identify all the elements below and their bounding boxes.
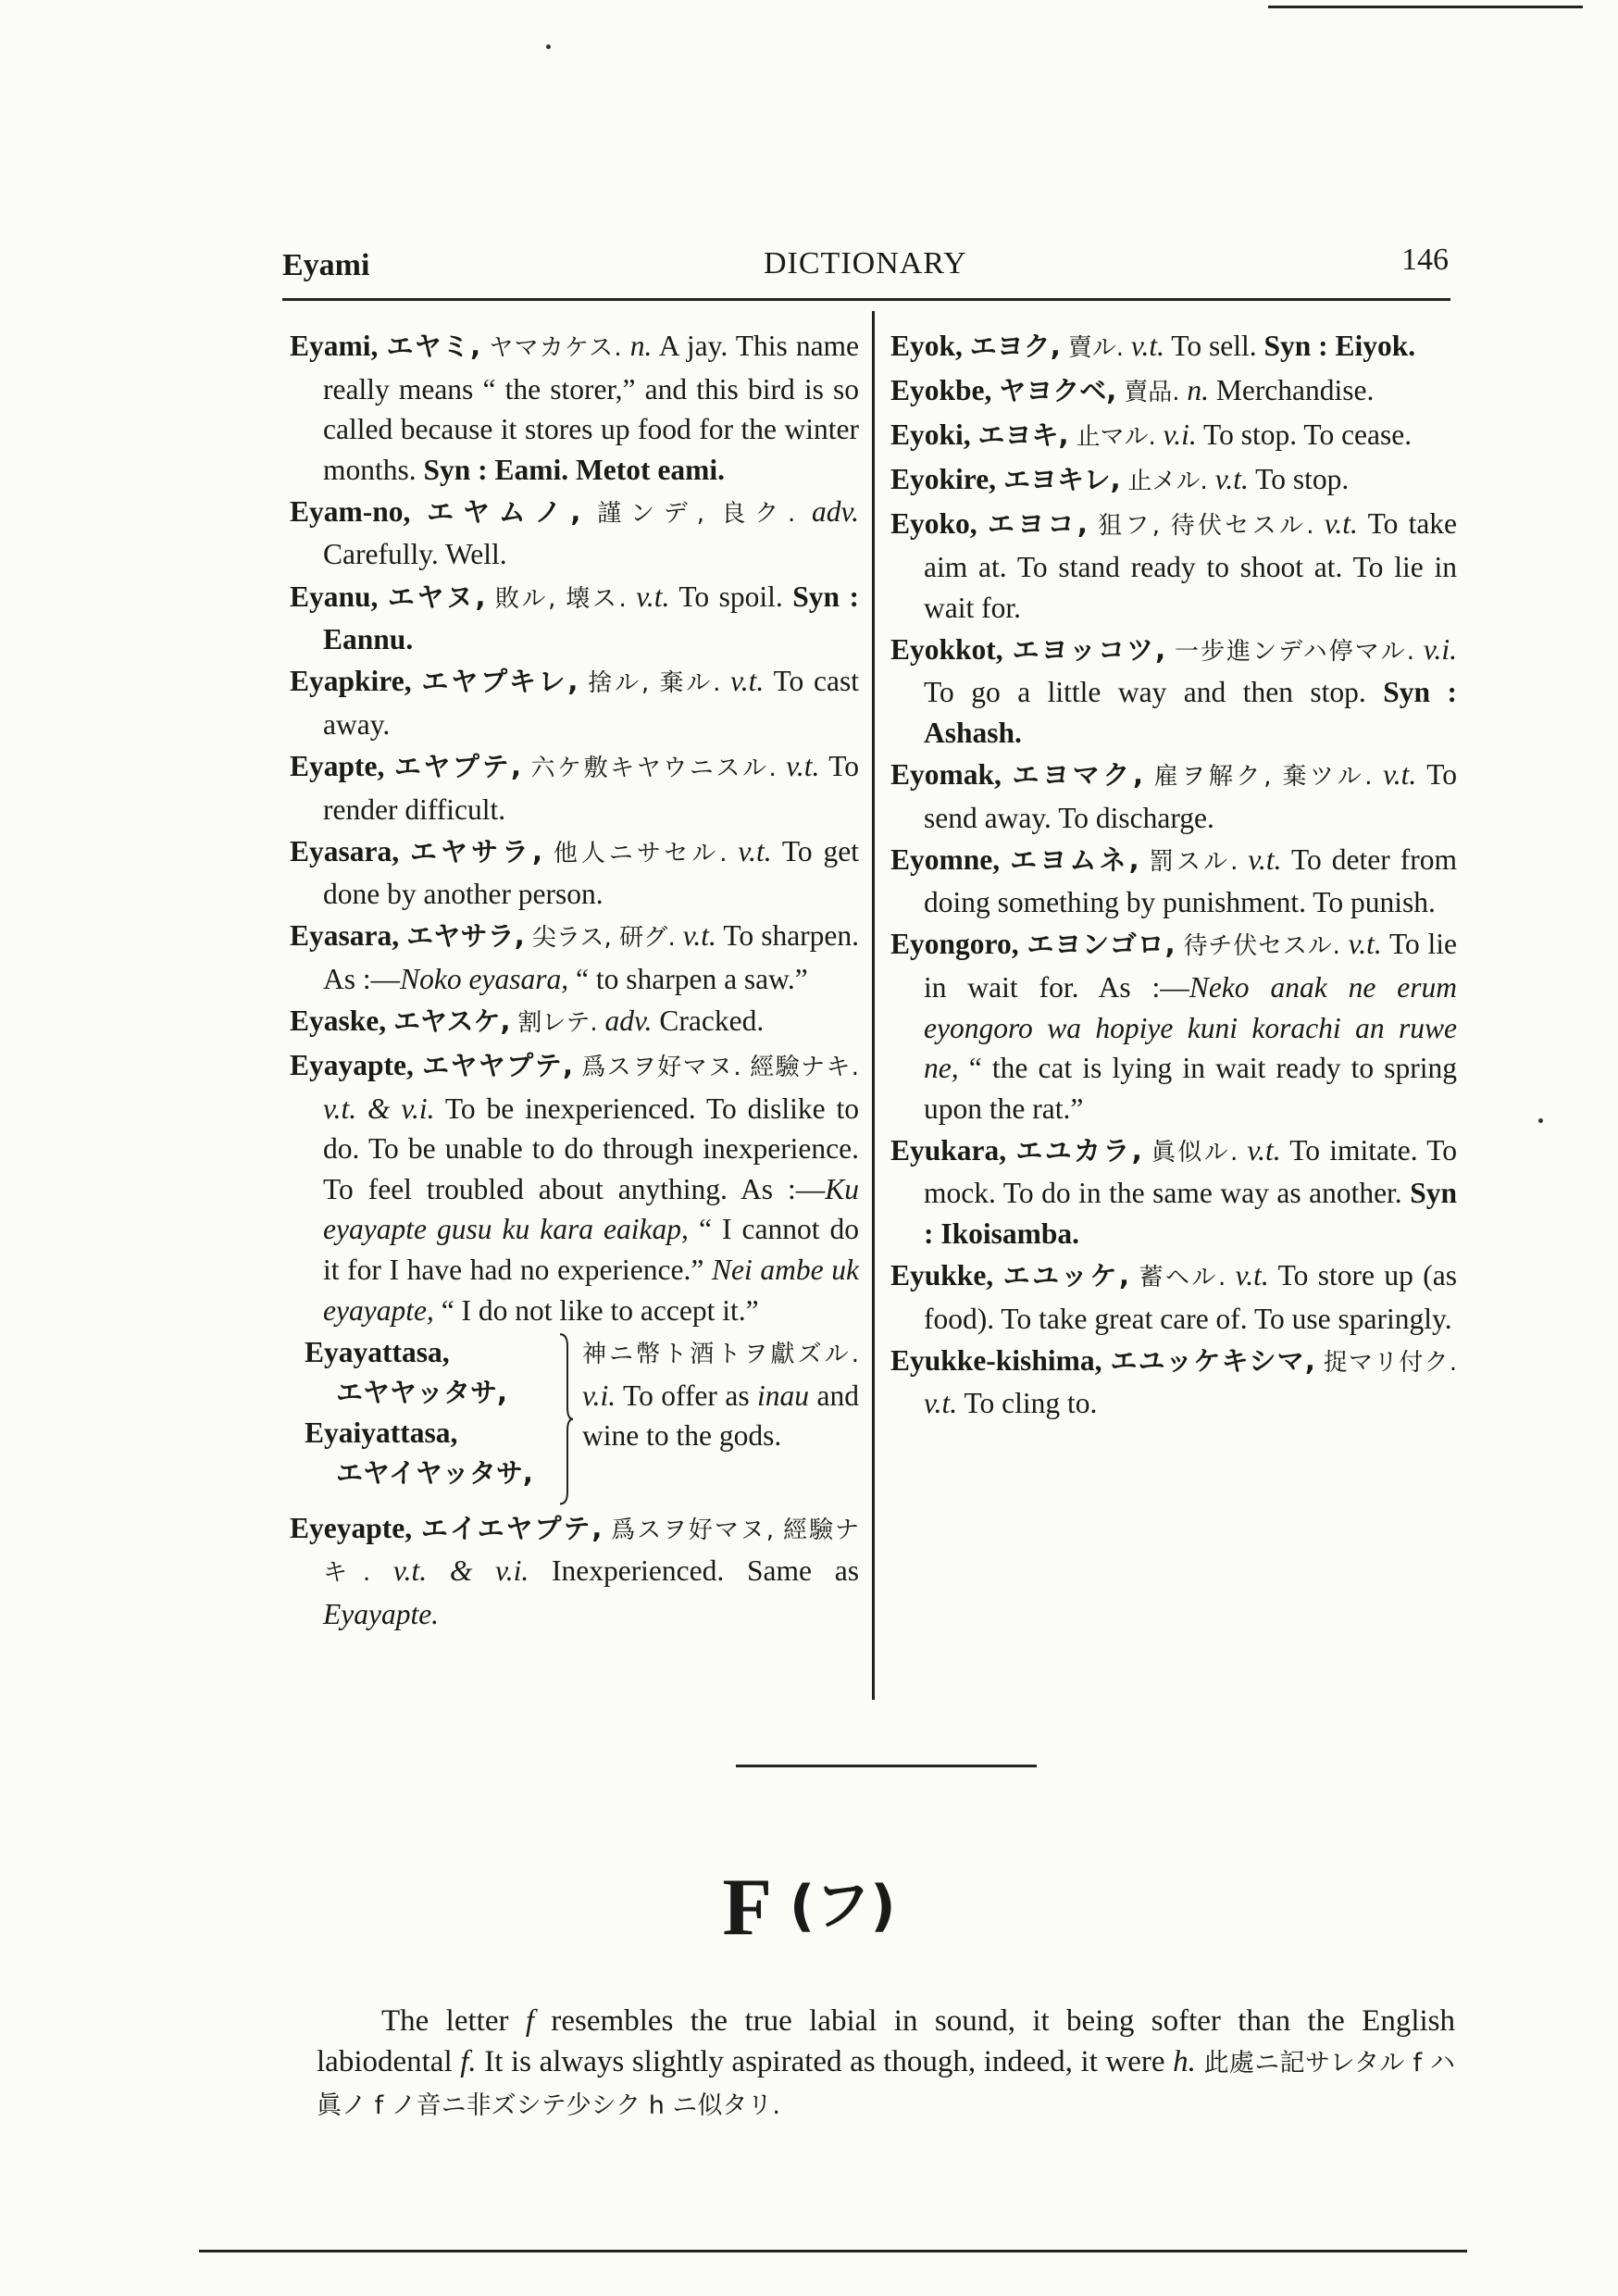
section-intro-paragraph — [317, 2001, 1455, 2127]
bottom-rule — [199, 2250, 1467, 2252]
headword: Eyayapte, — [290, 1049, 414, 1082]
definition-text: “ I do not like to accept it.” — [433, 1293, 759, 1327]
headword: Eyeyapte, — [290, 1511, 413, 1544]
headword: Eyomne, — [890, 842, 1001, 876]
definition-text — [412, 665, 422, 697]
japanese-gloss: 止メル. — [1127, 468, 1208, 496]
definition-text — [1314, 507, 1325, 540]
print-speck — [546, 44, 551, 49]
definition-text — [1061, 330, 1068, 362]
synonym: Syn : Ashash. — [924, 676, 1458, 749]
part-of-speech: adv. — [604, 1004, 653, 1037]
katakana-form: エヨムネ, — [1010, 843, 1139, 876]
dictionary-entry — [890, 630, 1457, 754]
japanese-gloss: 待チ伏セスル. — [1183, 932, 1340, 961]
dictionary-entry — [290, 326, 859, 490]
definition-text: To imitate. To mock. To do in the same way as another. — [924, 1133, 1458, 1210]
part-of-speech: v.t. — [1348, 928, 1382, 961]
example: Noko eyasara, — [400, 962, 569, 995]
definition-text: Cracked. — [652, 1004, 765, 1037]
definition-text: To lie in wait for. As :— — [924, 928, 1458, 1004]
japanese-gloss: 一步進ンデハ停マル. — [1175, 637, 1414, 666]
definition-text — [410, 495, 427, 528]
definition-text — [1373, 758, 1384, 791]
part-of-speech: adv. — [812, 494, 860, 528]
headword: Eyongoro, — [890, 928, 1019, 961]
definition-text: To go a little way and then stop. — [924, 676, 1384, 709]
definition-text: A jay. This name really means “ the storer,” and this bird is so called because it stores up food for the winter months. — [323, 330, 860, 486]
japanese-gloss: 賣ル. — [1067, 334, 1124, 362]
part-of-speech: v.t. — [1324, 507, 1358, 541]
headword: Eyasara, — [290, 919, 400, 953]
definition-text: “ to sharpen a saw.” — [568, 962, 808, 995]
definition-text: The letter — [381, 2004, 526, 2038]
definition-text — [1139, 843, 1150, 876]
example: Eyayapte. — [323, 1598, 440, 1631]
part-of-speech: v.t. — [1248, 842, 1282, 876]
example: f — [525, 2004, 535, 2038]
example: Ku eyayapte gusu ku kara eaikap, — [323, 1172, 859, 1246]
katakana-form: エヤミ, — [386, 331, 481, 362]
definition-text: To deter from doing something by punishment. To punish. — [924, 842, 1457, 919]
definition-text — [1340, 928, 1349, 960]
definition-text — [370, 1554, 393, 1587]
example: h. — [1173, 2045, 1196, 2078]
definition-text: To cast away. — [323, 665, 860, 741]
definition-text — [525, 919, 532, 952]
dictionary-entry — [290, 1508, 859, 1635]
headword: Eyaske, — [290, 1004, 387, 1037]
dictionary-entry — [890, 504, 1457, 628]
dictionary-entry — [290, 492, 859, 575]
katakana-form: エヤサラ, — [410, 835, 542, 867]
katakana-form: エヨク, — [969, 331, 1061, 362]
definition-text — [1238, 1134, 1247, 1167]
definition-text: To store up (as food). To take great care of. To use sparingly. — [924, 1259, 1458, 1335]
japanese-gloss: 捨ル, 棄ル. — [588, 669, 721, 698]
definition-text: To sell. — [1164, 330, 1264, 362]
definition-text — [627, 580, 636, 613]
katakana-form: エヨキレ, — [1002, 464, 1121, 496]
headword: Eyukke-kishima, — [890, 1343, 1102, 1377]
katakana-form: エユッケキシマ, — [1110, 1344, 1315, 1377]
dictionary-entry — [890, 840, 1457, 923]
headword: Eyam-no, — [290, 494, 411, 528]
definition-text: To sharpen. As :— — [323, 919, 860, 995]
katakana-form: エヨキ, — [977, 419, 1069, 452]
japanese-gloss: 罰スル. — [1149, 847, 1238, 876]
definition-text — [542, 835, 554, 867]
part-of-speech: n. — [629, 330, 653, 362]
definition-text — [1208, 463, 1215, 495]
print-speck — [1538, 1118, 1543, 1123]
japanese-gloss: 他人ニサセル. — [553, 839, 728, 867]
japanese-gloss: 蓄ヘル. — [1139, 1264, 1226, 1292]
definition-text: To send away. To discharge. — [924, 757, 1458, 834]
headword: Eyomak, — [890, 757, 1002, 791]
definition-text — [480, 330, 489, 362]
definition-text: Inexperienced. Same as — [529, 1554, 859, 1588]
brace-headwords — [305, 1332, 554, 1506]
definition-text — [720, 665, 730, 697]
definition-text: “ the cat is lying in wait ready to spring upon the rat.” — [924, 1052, 1457, 1125]
top-edge-rule — [1268, 6, 1583, 8]
headword: Eyok, — [890, 330, 963, 362]
katakana-form: エヤヤプテ, — [422, 1050, 573, 1082]
dictionary-entry — [890, 1130, 1457, 1254]
headword: Eyapte, — [290, 749, 385, 782]
right-column — [890, 326, 1457, 1425]
definition-text: To spoil. — [669, 580, 793, 613]
definition-text — [676, 919, 683, 952]
definition-text — [1006, 1134, 1015, 1167]
dictionary-entry — [290, 746, 859, 830]
headword: Eyasara, — [290, 834, 400, 867]
katakana-form: エヤムノ, — [427, 495, 581, 528]
headword: Eyaiyattasa, — [305, 1416, 458, 1450]
definition-text — [1000, 843, 1010, 876]
katakana-form: エヨンゴロ, — [1027, 929, 1176, 961]
headword: Eyapkire, — [290, 665, 412, 698]
definition-text: To stop. To cease. — [1196, 418, 1413, 452]
definition-text — [1101, 1344, 1110, 1377]
japanese-gloss: 謹ンデ, 良ク. — [597, 499, 796, 528]
katakana-form: エヤヌ, — [387, 580, 486, 613]
katakana-form: エヤスケ, — [393, 1005, 511, 1037]
definition-text — [622, 330, 630, 362]
headword: Eyanu, — [290, 580, 379, 613]
japanese-gloss: 雇ヲ解ク, 棄ツル. — [1153, 762, 1373, 791]
japanese-gloss: 六ケ敷キヤウニスル. — [530, 754, 777, 782]
headword: Eyoki, — [890, 418, 971, 452]
katakana-form: エヨマク, — [1012, 758, 1144, 791]
definition-text — [1238, 843, 1248, 876]
katakana-form: エイエヤプテ, — [420, 1512, 603, 1544]
definition-text — [977, 507, 988, 540]
definition-text — [996, 463, 1003, 495]
katakana-form: ヤヨクベ, — [999, 375, 1117, 407]
headword: Eyokire, — [890, 463, 997, 496]
headword: Eyoko, — [890, 507, 977, 541]
definition-text: resembles the true labial in sound, it being softer than the English labiodental — [317, 2004, 1455, 2078]
definition-text — [1165, 633, 1175, 666]
definition-text — [578, 665, 588, 697]
definition-text — [1116, 374, 1124, 406]
definition-text — [1121, 463, 1128, 495]
part-of-speech: v.t. — [738, 834, 772, 867]
definition-text — [1124, 330, 1131, 362]
example: Neko anak ne erum eyongoro wa hopiye kuni korachi an ruwe ne, — [924, 970, 1457, 1085]
japanese-gloss: 敗ル, 壊ス. — [494, 584, 627, 613]
definition-text: and wine to the gods. — [582, 1379, 859, 1453]
definition-text — [1226, 1259, 1235, 1292]
japanese-gloss: 割レテ. — [517, 1009, 598, 1037]
example: Nei ambe uk eyayapte, — [323, 1254, 859, 1327]
japanese-gloss: 賣品. — [1124, 379, 1180, 407]
definition-text: Merchandise. — [1208, 374, 1375, 407]
part-of-speech: v.t. — [1130, 330, 1164, 362]
part-of-speech: v.i. — [1423, 632, 1458, 666]
header-rule — [282, 298, 1450, 301]
curly-brace-icon — [554, 1332, 575, 1506]
dictionary-entry — [890, 459, 1457, 503]
part-of-speech: v.t. — [1383, 757, 1417, 791]
section-letter-kana: (フ) — [789, 1874, 896, 1939]
katakana-form: エユッケ, — [1002, 1260, 1130, 1292]
katakana-form: エヤサラ, — [406, 920, 525, 953]
dictionary-entry — [290, 661, 859, 744]
page-number: 146 — [1401, 243, 1449, 277]
part-of-speech: v.t. — [636, 580, 670, 613]
definition-text — [399, 919, 406, 952]
part-of-speech: v.t. — [786, 749, 820, 782]
japanese-gloss: 尖ラス, 研グ. — [531, 924, 676, 953]
japanese-gloss: ヤマカケス. — [489, 334, 622, 362]
definition-text — [1088, 507, 1098, 540]
dictionary-entry — [890, 1341, 1457, 1424]
dictionary-entry — [290, 916, 859, 999]
synonym: Syn : Eiyok. — [1263, 330, 1416, 362]
part-of-speech: v.t. — [1235, 1259, 1269, 1292]
katakana-form: エヨッコツ, — [1012, 633, 1166, 666]
katakana-form: エヤプテ, — [393, 750, 522, 782]
headword: Eyokbe, — [890, 374, 992, 407]
definition-text — [993, 1259, 1002, 1292]
japanese-gloss: 眞似ル. — [1151, 1138, 1238, 1167]
part-of-speech: v.t. & v.i. — [323, 1092, 435, 1125]
part-of-speech: v.t. — [1247, 1133, 1281, 1167]
right-entries — [890, 326, 1457, 1424]
definition-text — [1003, 633, 1013, 666]
definition-text — [1129, 1259, 1139, 1292]
synonym: Syn : Eami. Metot eami. — [423, 453, 725, 486]
dictionary-entry — [290, 831, 859, 915]
definition-text — [1196, 2045, 1204, 2078]
definition-text: To offer as — [616, 1379, 758, 1412]
definition-text — [1156, 418, 1164, 451]
left-entries-after — [290, 1508, 859, 1635]
definition-text — [580, 495, 597, 528]
part-of-speech: v.t. — [730, 665, 765, 698]
definition-text: Carefully. Well. — [323, 538, 507, 571]
column-divider — [872, 311, 875, 1700]
katakana-form: エユカラ, — [1015, 1134, 1142, 1167]
running-title: DICTIONARY — [764, 246, 967, 281]
dictionary-entry — [290, 1045, 859, 1330]
dictionary-entry — [890, 1255, 1457, 1339]
example: f. — [460, 2045, 477, 2078]
japanese-gloss: 爲スヲ好マヌ. 經驗ナキ. — [581, 1054, 860, 1082]
part-of-speech: v.t. — [682, 919, 716, 953]
definition-text: To be inexperienced. To dislike to do. To be unable to do through inexperience. To feel troubled about anything. As :— — [323, 1092, 859, 1205]
katakana-form: エヤプキレ, — [421, 666, 579, 698]
definition-text — [1142, 1134, 1151, 1167]
definition-text — [602, 1512, 611, 1544]
definition-text — [777, 750, 786, 782]
katakana-form: エヤイヤッタサ, — [336, 1457, 533, 1490]
section-letter: F — [722, 1863, 769, 1953]
definition-text — [399, 835, 410, 867]
part-of-speech: v.t. — [924, 1387, 958, 1420]
definition-text — [378, 580, 387, 613]
definition-text — [795, 495, 812, 528]
headword: Eyami, — [290, 330, 379, 362]
definition-text — [485, 580, 494, 613]
definition-text — [1143, 758, 1154, 791]
definition-text: To cling to. — [957, 1387, 1098, 1420]
section-rule — [736, 1765, 1037, 1767]
running-header — [282, 243, 1449, 289]
synonym: Syn : Ikoisamba. — [924, 1177, 1457, 1250]
dictionary-entry — [290, 577, 859, 660]
definition-text: To stop. — [1248, 463, 1350, 496]
japanese-gloss: 捉マリ付ク. — [1323, 1348, 1458, 1377]
part-of-speech: v.t. & v.i. — [392, 1554, 529, 1588]
left-entries — [290, 326, 859, 1330]
guide-word: Eyami — [282, 248, 370, 282]
definition-text — [573, 1049, 581, 1081]
japanese-gloss: 止マル. — [1076, 423, 1156, 452]
synonym: Syn : Eannu. — [323, 580, 859, 656]
definition-text — [971, 418, 978, 451]
brace-entry — [305, 1332, 859, 1506]
definition-text: “ I cannot do it for I have had no experience.” — [323, 1213, 859, 1287]
headword: Eyukara, — [890, 1133, 1007, 1167]
dictionary-entry — [890, 326, 1457, 369]
definition-text — [728, 835, 739, 867]
katakana-form: エヨコ, — [987, 508, 1088, 541]
definition-text: To render difficult. — [323, 749, 860, 826]
dictionary-entry — [890, 415, 1457, 458]
definition-text — [1002, 758, 1013, 791]
part-of-speech: v.i. — [582, 1379, 616, 1412]
left-column — [290, 326, 859, 1636]
definition-text: To get done by another person. — [323, 834, 860, 911]
definition-text — [384, 750, 393, 782]
brace-definition — [575, 1332, 859, 1506]
section-letter-heading — [0, 1861, 1618, 1954]
example: inau — [757, 1379, 810, 1412]
part-of-speech: v.i. — [1163, 418, 1197, 452]
definition-text — [378, 330, 386, 362]
definition-text — [521, 750, 530, 782]
dictionary-entry — [890, 370, 1457, 414]
definition-text — [1414, 633, 1424, 666]
definition-text: To take aim at. To stand ready to shoot at. To lie in wait for. — [924, 507, 1458, 624]
japanese-note: 此處ニ記サレタル f ハ眞ノ f ノ音ニ非ズシテ少シク h ニ似タリ. — [317, 2049, 1455, 2120]
definition-text: It is always slightly aspirated as though, indeed, it were — [476, 2045, 1174, 2078]
part-of-speech: n. — [1187, 374, 1209, 407]
dictionary-entry — [890, 755, 1457, 838]
definition-text — [414, 1049, 422, 1081]
definition-text — [1315, 1344, 1324, 1377]
definition-text — [386, 1004, 393, 1037]
dictionary-entry — [890, 924, 1457, 1129]
headword: Eyayattasa, — [305, 1336, 450, 1369]
definition-text — [412, 1512, 421, 1544]
japanese-gloss: 狙フ, 待伏セスル. — [1098, 512, 1314, 541]
japanese-gloss: 爲スヲ好マヌ, 經驗ナキ. — [323, 1516, 860, 1588]
katakana-form: エヤヤッタサ, — [336, 1376, 508, 1408]
headword: Eyukke, — [890, 1259, 994, 1292]
headword: Eyokkot, — [890, 632, 1003, 666]
dictionary-entry — [290, 1001, 859, 1044]
japanese-gloss: 神ニ幣ト酒トヲ獻ズル. — [582, 1341, 859, 1369]
part-of-speech: v.t. — [1214, 463, 1249, 496]
definition-text — [963, 330, 970, 362]
